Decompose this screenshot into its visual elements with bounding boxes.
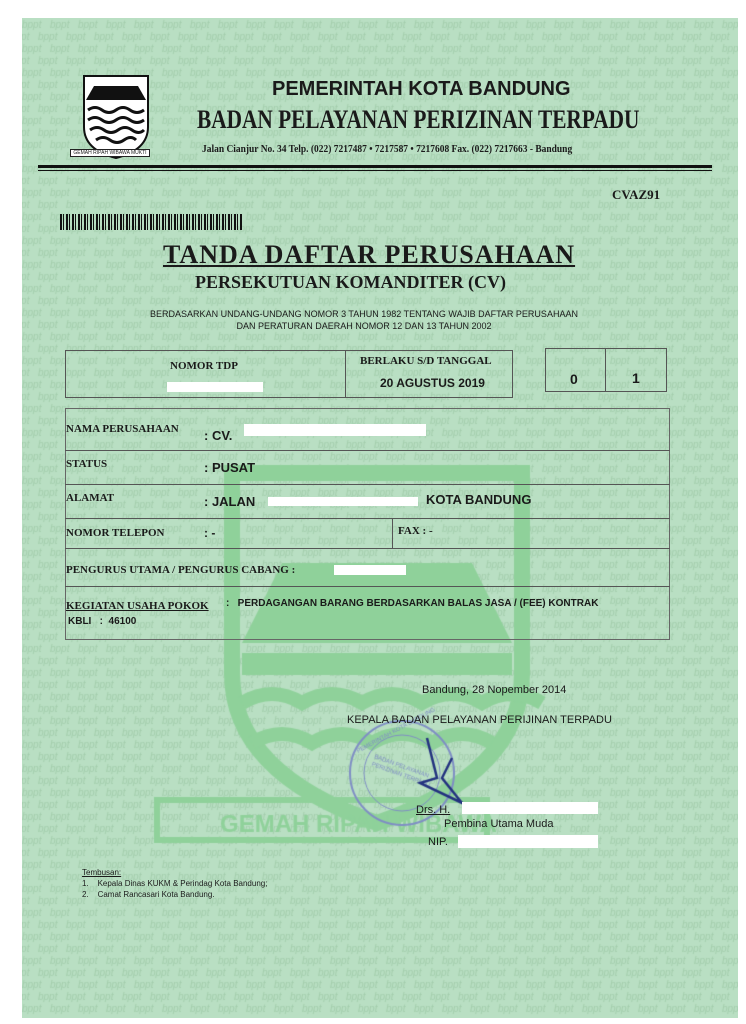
address-label: ALAMAT (66, 492, 115, 504)
redacted-tdp-number (167, 382, 263, 392)
official-position: KEPALA BADAN PELAYANAN PERIJINAN TERPADU (347, 714, 612, 726)
status-value: : PUSAT (204, 460, 256, 475)
legal-basis-line: BERDASARKAN UNDANG-UNDANG NOMOR 3 TAHUN 1982 TENTANG WAJIB DAFTAR PERUSAHAAN (150, 309, 578, 319)
box-digit-1: 0 (570, 371, 578, 387)
business-activity-label: KEGIATAN USAHA POKOK (66, 600, 209, 612)
status-label: STATUS (66, 458, 108, 470)
tdp-number-label: NOMOR TDP (170, 360, 238, 372)
cc-label: Tembusan: (82, 868, 122, 877)
fax-label: FAX : - (398, 525, 433, 537)
nip-label: NIP. (428, 836, 448, 848)
redacted-nip (458, 835, 598, 848)
document-page (22, 18, 738, 1018)
cc-item: 2. Camat Rancasari Kota Bandung. (82, 890, 215, 899)
barcode (60, 214, 242, 230)
document-code: CVAZ91 (612, 187, 661, 202)
business-activity-value: : PERDAGANGAN BARANG BERDASARKAN BALAS JASA / (FEE) KONTRAK (226, 598, 599, 609)
place-date: Bandung, 28 Nopember 2014 (422, 684, 567, 696)
valid-until-date: 20 AGUSTUS 2019 (380, 376, 485, 390)
address-city: KOTA BANDUNG (426, 492, 532, 507)
phone-value: : - (204, 526, 216, 540)
official-name-prefix: Drs. H. (416, 804, 451, 816)
government-name: PEMERINTAH KOTA BANDUNG (272, 78, 571, 100)
agency-address: Jalan Cianjur No. 34 Telp. (022) 7217487 • 7217587 • 7217608 Fax. (022) 7217663 - Bandung (202, 143, 573, 155)
phone-label: NOMOR TELEPON (66, 527, 165, 539)
agency-name: BADAN PELAYANAN PERIZINAN TERPADU (197, 105, 640, 134)
company-name-prefix: : CV. (204, 428, 233, 443)
redacted-address (268, 497, 418, 506)
document-subtitle: PERSEKUTUAN KOMANDITER (CV) (195, 272, 507, 292)
valid-until-label: BERLAKU S/D TANGGAL (360, 355, 492, 367)
redacted-company-name (244, 424, 426, 436)
redacted-manager-name (334, 565, 406, 575)
cc-item: 1. Kepala Dinas KUKM & Perindag Kota Bandung; (82, 879, 268, 888)
logo-motto: GEMAH RIPAH WIBAWA MUKTI (70, 149, 150, 157)
manager-label: PENGURUS UTAMA / PENGURUS CABANG : (66, 564, 296, 576)
official-rank: Pembina Utama Muda (444, 818, 554, 830)
company-name-label: NAMA PERUSAHAAN (66, 423, 179, 435)
kbli-code: KBLI : 46100 (68, 616, 137, 627)
redacted-official-name (462, 802, 598, 814)
legal-basis-line: DAN PERATURAN DAERAH NOMOR 12 DAN 13 TAHUN 2002 (236, 321, 492, 331)
document-title: TANDA DAFTAR PERUSAHAAN (163, 240, 576, 269)
box-digit-2: 1 (632, 370, 640, 386)
address-prefix: : JALAN (204, 494, 256, 509)
